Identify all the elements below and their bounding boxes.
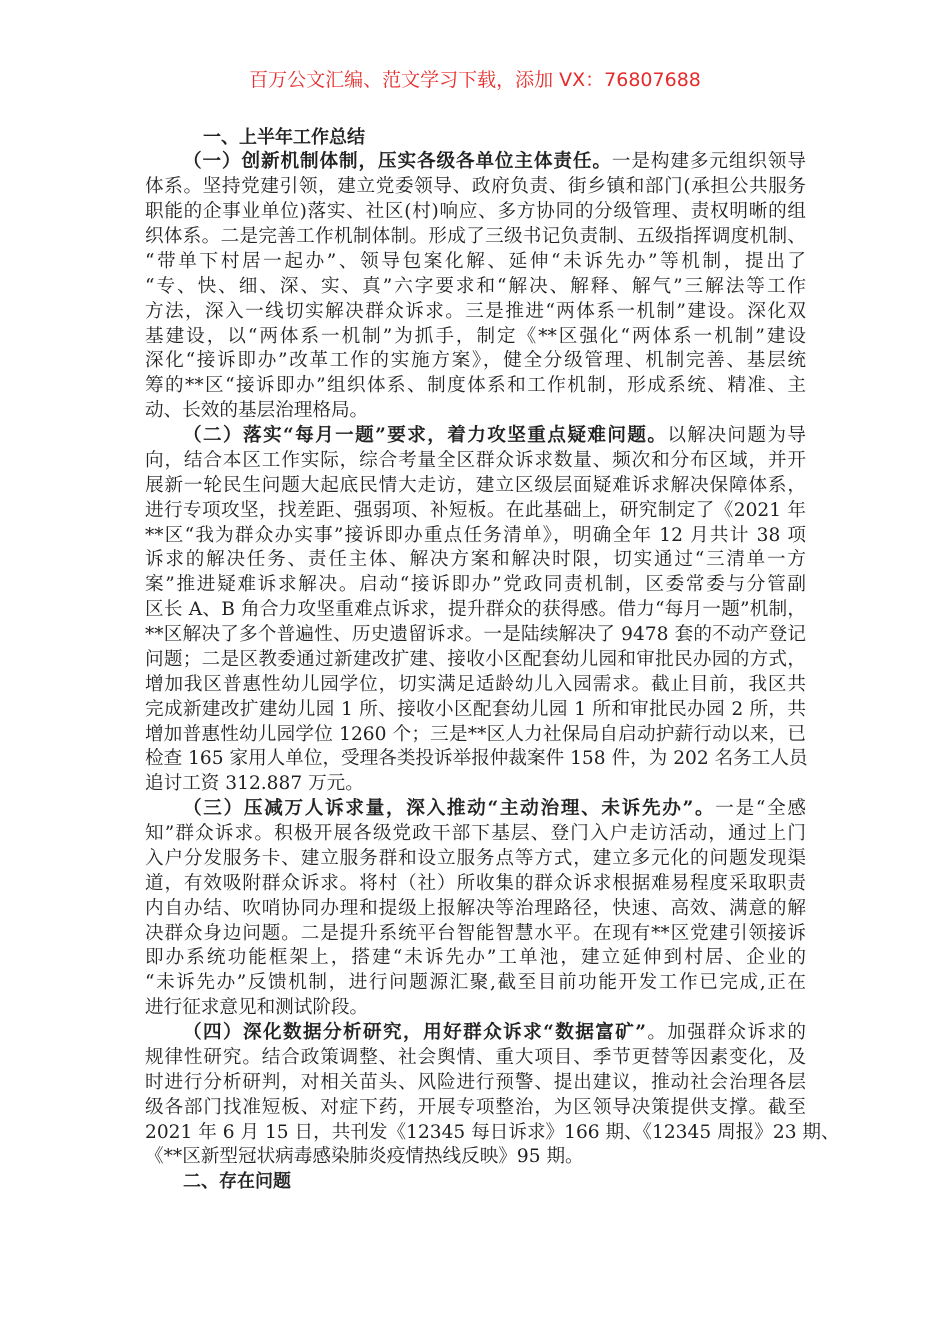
paragraph-line: 职能的企事业单位)落实、社区(村)响应、多方协同的分级管理、责权明晰的组 — [145, 201, 806, 223]
paragraph-line: **区“我为群众办实事”接诉即办重点任务清单》，明确全年 12 月共计 38 项 — [145, 524, 806, 546]
paragraph-line: 《**区新型冠状病毒感染肺炎疫情热线反映》95 期。 — [145, 1146, 584, 1168]
paragraph-line: 追讨工资 312.887 万元。 — [145, 773, 364, 795]
paragraph-line: “未诉先办”反馈机制，进行问题源汇聚,截至目前功能开发工作已完成,正在 — [145, 972, 806, 994]
paragraph — [145, 1021, 840, 1170]
paragraph-line: 进行征求意见和测试阶段。 — [145, 997, 369, 1019]
paragraph-line: 完成新建改扩建幼儿园 1 所、接收小区配套幼儿园 1 所和审批民办园 2 所，共 — [145, 698, 806, 720]
paragraph-line — [145, 797, 806, 822]
paragraph-line: 区长 A、B 角合力攻坚重难点诉求，提升群众的获得感。借力“每月一题”机制， — [145, 599, 806, 621]
paragraph — [145, 150, 806, 424]
paragraph-line: 增加我区普惠性幼儿园学位，切实满足适龄幼儿入园需求。截止目前，我区共 — [145, 673, 806, 695]
paragraph-line: “专、快、细、深、实、真”六字要求和“解决、解释、解气”三解法等工作 — [145, 275, 806, 297]
document-body — [145, 126, 840, 1196]
paragraph-line: 基建设，以“两体系一机制”为抓手，制定《**区强化“两体系一机制”建设 — [145, 325, 806, 347]
paragraph-line: 道，有效吸附群众诉求。将村（社）所收集的群众诉求根据难易程度采取职责 — [145, 872, 806, 894]
paragraph-title: （二）落实“每月一题”要求，着力攻坚重点疑难问题。 — [183, 425, 668, 447]
paragraph-line: 诉求的解决任务、责任主体、解决方案和解决时限，切实通过“三清单一方 — [145, 549, 806, 571]
paragraph-line: 向，结合本区工作实际，综合考量全区群众诉求数量、频次和分布区域，并开 — [145, 449, 806, 471]
paragraph-line: 深化“接诉即办”改革工作的实施方案》，健全分级管理、机制完善、基层统 — [145, 350, 806, 372]
paragraph-line: 即办系统功能框架上，搭建“未诉先办”工单池，建立延伸到村居、企业的 — [145, 947, 806, 969]
paragraph-line: 规律性研究。结合政策调整、社会舆情、重大项目、季节更替等因素变化，及 — [145, 1046, 806, 1068]
paragraph-line: 知”群众诉求。积极开展各级党政干部下基层、登门入户走访活动，通过上门 — [145, 823, 806, 845]
paragraph-line: 展新一轮民生问题大起底民情大走访，建立区级层面疑难诉求解决保障体系， — [145, 474, 806, 496]
paragraph-line: 决群众身边问题。二是提升系统平台智能智慧水平。在现有**区党建引领接诉 — [145, 922, 806, 944]
paragraph-title: （一）创新机制体制，压实各级各单位主体责任。 — [183, 151, 612, 173]
paragraph-line: **区解决了多个普遍性、历史遗留诉求。一是陆续解决了 9478 套的不动产登记 — [145, 624, 806, 646]
paragraph-line: 动、长效的基层治理格局。 — [145, 400, 369, 422]
paragraph-line: 时进行分析研判，对相关苗头、风险进行预警、提出建议，推动社会治理各层 — [145, 1071, 806, 1093]
paragraph — [145, 797, 806, 1021]
paragraph-line: 问题；二是区教委通过新建改扩建、接收小区配套幼儿园和审批民办园的方式， — [145, 648, 806, 670]
paragraph-line: 级各部门找准短板、对症下药，开展专项整治，为区领导决策提供支撑。截至 — [145, 1096, 806, 1118]
paragraph-text: 一是“全感 — [715, 798, 806, 820]
sections — [145, 150, 840, 1170]
section-heading: 一、上半年工作总结 — [203, 126, 365, 148]
paragraph-line — [145, 424, 806, 449]
paragraph-line: 增加普惠性幼儿园学位 1260 个；三是**区人力社保局自启动护薪行动以来，已 — [145, 723, 806, 745]
paragraph-title: （三）压减万人诉求量，深入推动“主动治理、未诉先办”。 — [183, 798, 716, 820]
paragraph-line: “带单下村居一起办”、领导包案化解、延伸“未诉先办”等机制，提出了 — [145, 250, 806, 272]
paragraph-line — [145, 1021, 806, 1046]
paragraph-line — [145, 150, 806, 175]
paragraph — [145, 424, 806, 797]
paragraph-line: 筹的**区“接诉即办”组织体系、制度体系和工作机制，形成系统、精准、主 — [145, 375, 806, 397]
paragraph-line: 进行专项攻坚，找差距、强弱项、补短板。在此基础上，研究制定了《2021 年 — [145, 499, 806, 521]
paragraph-line: 体系。坚持党建引领，建立党委领导、政府负责、街乡镇和部门(承担公共服务 — [145, 176, 806, 198]
paragraph-line: 方法，深入一线切实解决群众诉求。三是推进“两体系一机制”建设。深化双 — [145, 300, 806, 322]
watermark-banner: 百万公文汇编、范文学习下载，添加 VX：76807688 — [249, 69, 701, 91]
paragraph-title: （四）深化数据分析研究，用好群众诉求“数据富矿” — [183, 1022, 646, 1044]
paragraph-text: 一是构建多元组织领导 — [611, 151, 806, 173]
paragraph-line: 案”推进疑难诉求解决。启动“接诉即办”党政同责机制，区委常委与分管副 — [145, 574, 806, 596]
paragraph-text: 。加强群众诉求的 — [645, 1022, 806, 1044]
paragraph-line: 内自办结、吹哨协同办理和提级上报解决等治理路径，快速、高效、满意的解 — [145, 897, 806, 919]
paragraph-text: 以解决问题为导 — [667, 425, 806, 447]
paragraph-line: 织体系。二是完善工作机制体制。形成了三级书记负责制、五级指挥调度机制、 — [145, 226, 806, 248]
section-heading: 二、存在问题 — [183, 1171, 291, 1193]
paragraph-line: 2021 年 6 月 15 日，共刊发《12345 每日诉求》166 期、《12345 周报》23 期、 — [145, 1121, 840, 1143]
paragraph-line: 入户分发服务卡、建立服务群和设立服务点等方式，建立多元化的问题发现渠 — [145, 847, 806, 869]
paragraph-line: 检查 165 家用人单位，受理各类投诉举报仲裁案件 158 件，为 202 名务工人员 — [145, 748, 808, 770]
